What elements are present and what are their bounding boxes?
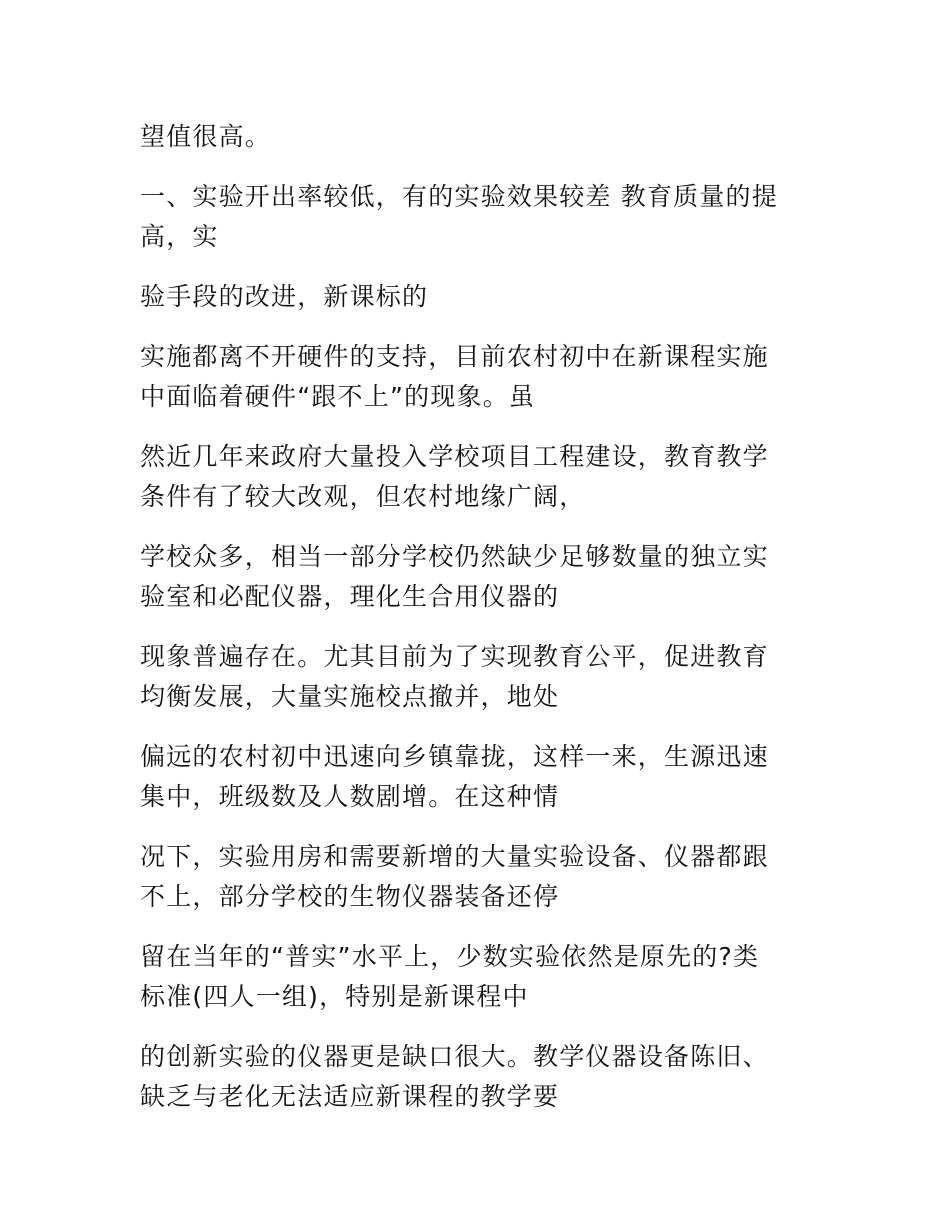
paragraph [140,437,820,517]
paragraph [140,537,820,617]
paragraph [140,177,820,257]
text-line: 的创新实验的仪器更是缺口很大。教学仪器设备陈旧、 [140,1042,769,1071]
paragraph [140,277,820,317]
text-line: 标准(四人一组)，特别是新课程中 [140,982,529,1011]
text-line: 留在当年的“普实”水平上，少数实验依然是原先的?类 [140,942,760,971]
paragraph [140,837,820,917]
text-line: 验手段的改进，新课标的 [140,282,429,311]
text-line: 现象普遍存在。尤其目前为了实现教育公平，促进教育 [140,642,769,671]
text-line: 况下，实验用房和需要新增的大量实验设备、仪器都跟 [140,842,769,871]
paragraph [140,937,820,1017]
text-line: 一、实验开出率较低，有的实验效果较差 教育质量的提 [140,182,778,211]
text-line: 实施都离不开硬件的支持，目前农村初中在新课程实施 [140,342,769,371]
paragraph [140,737,820,817]
paragraph [140,637,820,717]
paragraph [140,337,820,417]
text-line: 望值很高。 [140,122,272,151]
text-line: 缺乏与老化无法适应新课程的教学要 [140,1082,560,1111]
paragraph [140,117,820,157]
text-line: 高，实 [140,222,219,251]
text-line: 学校众多，相当一部分学校仍然缺少足够数量的独立实 [140,542,769,571]
text-line: 不上，部分学校的生物仪器装备还停 [140,882,560,911]
text-line: 均衡发展，大量实施校点撤并，地处 [140,682,560,711]
paragraph [140,1037,820,1117]
text-line: 中面临着硬件“跟不上”的现象。虽 [140,382,536,411]
text-line: 偏远的农村初中迅速向乡镇靠拢，这样一来，生源迅速 [140,742,769,771]
text-line: 然近几年来政府大量投入学校项目工程建设，教育教学 [140,442,769,471]
text-line: 验室和必配仪器，理化生合用仪器的 [140,582,560,611]
text-line: 条件有了较大改观，但农村地缘广阔， [140,482,586,511]
text-line: 集中，班级数及人数剧增。在这种情 [140,782,560,811]
